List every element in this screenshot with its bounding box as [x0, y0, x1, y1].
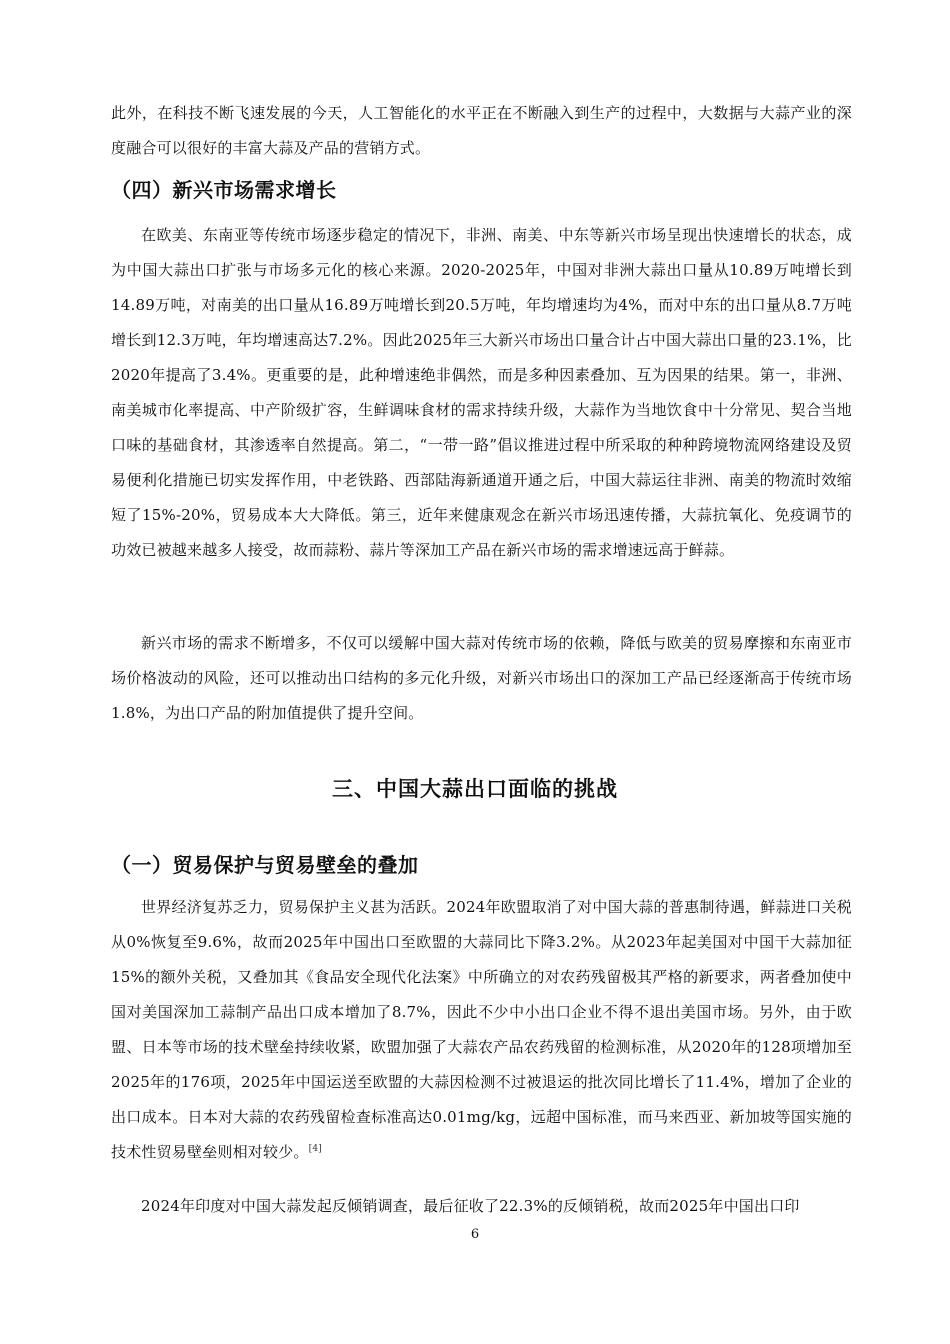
- paragraph-trade-barriers: [111, 890, 852, 1170]
- page-number: 6: [470, 1227, 480, 1242]
- section-heading-trade-barriers: （一）贸易保护与贸易壁垒的叠加: [111, 853, 419, 877]
- paragraph-intro-continuation: 此外，在科技不断飞速发展的今天，人工智能化的水平正在不断融入到生产的过程中，大数据与大蒜产业的深度融合可以很好的丰富大蒜及产品的营销方式。: [111, 104, 852, 157]
- paragraph-emerging-markets: 在欧美、东南亚等传统市场逐步稳定的情况下，非洲、南美、中东等新兴市场呈现出快速增长的状态，成为中国大蒜出口扩张与市场多元化的核心来源。2020-2025年，中国对非洲大蒜出口量从10.89万吨增长到14.89万吨，对南美的出口量从16.89万吨增长到20.5万吨，年均增速均为4%，而对中东的出口量从8.7万吨增长到12.3万吨，年均增速高达7.2%。因此2025年三大新兴市场出口量合计占中国大蒜出口量的23.1%，比2020年提高了3.4%。更重要的是，此种增速绝非偶然，而是多种因素叠加、互为因果的结果。第一，非洲、南美城市化率提高、中产阶级扩容，生鲜调味食材的需求持续升级，大蒜作为当地饮食中十分常见、契合当地口味的基础食材，其渗透率自然提高。第二，“一带一路”倡议推进过程中所采取的种种跨境物流网络建设及贸易便利化措施已切实发挥作用，中老铁路、西部陆海新通道开通之后，中国大蒜运往非洲、南美的物流时效缩短了15%-20%，贸易成本大大降低。第三，近年来健康观念在新兴市场迅速传播，大蒜抗氧化、免疫调节的功效已被越来越多人接受，故而蒜粉、蒜片等深加工产品在新兴市场的需求增速远高于鲜蒜。: [111, 226, 852, 559]
- paragraph-trade-barriers-text: 世界经济复苏乏力，贸易保护主义甚为活跃。2024年欧盟取消了对中国大蒜的普惠制待遇，鲜蒜进口关税从0%恢复至9.6%，故而2025年中国出口至欧盟的大蒜同比下降3.2%。从2023年起美国对中国干大蒜加征15%的额外关税，又叠加其《食品安全现代化法案》中所确立的对农药残留极其严格的新要求，两者叠加使中国对美国深加工蒜制产品出口成本增加了8.7%，因此不少中小出口企业不得不退出美国市场。另外，由于欧盟、日本等市场的技术壁垒持续收紧，欧盟加强了大蒜农产品农药残留的检测标准，从2020年的128项增加至2025年的176项，2025年中国运送至欧盟的大蒜因检测不过被退运的批次同比增长了11.4%，增加了企业的出口成本。日本对大蒜的农药残留检查标准高达0.01mg/kg，远超中国标准，而马来西亚、新加坡等国实施的技术性贸易壁垒则相对较少。: [111, 898, 852, 1161]
- paragraph-emerging-markets-summary: 新兴市场的需求不断增多，不仅可以缓解中国大蒜对传统市场的依赖，降低与欧美的贸易摩擦和东南亚市场价格波动的风险，还可以推动出口结构的多元化升级，对新兴市场出口的深加工产品已经逐渐高于传统市场1.8%，为出口产品的附加值提供了提升空间。: [111, 634, 852, 722]
- chapter-heading-challenges: 三、中国大蒜出口面临的挑战: [332, 777, 618, 801]
- paragraph-india-antidumping: 2024年印度对中国大蒜发起反倾销调查，最后征收了22.3%的反倾销税，故而2025年中国出口印: [141, 1197, 800, 1215]
- footnote-reference: [4]: [308, 1144, 322, 1154]
- section-heading-emerging-markets: （四）新兴市场需求增长: [111, 178, 337, 202]
